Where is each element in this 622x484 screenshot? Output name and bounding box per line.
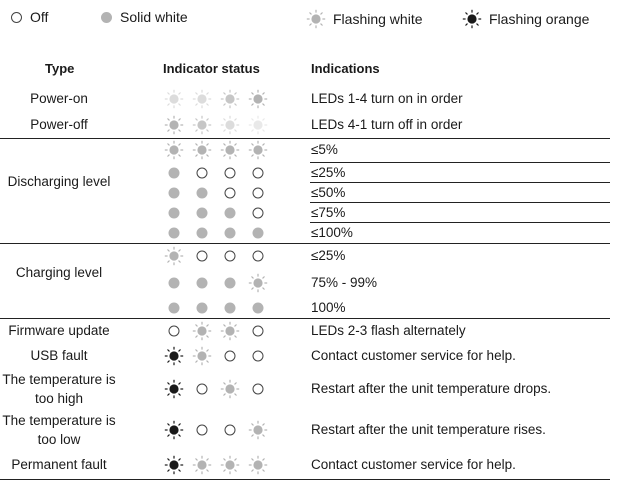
header-indications: Indications (311, 61, 380, 76)
legend-flashing-orange (462, 9, 589, 29)
legend-off (10, 9, 48, 25)
led-flashing-white-icon (220, 379, 240, 399)
led-flashing-orange-icon (164, 455, 184, 475)
legend-flashing-orange-label: Flashing orange (489, 11, 590, 27)
divider (310, 162, 610, 163)
indicator-status (164, 319, 268, 342)
indicator-status (164, 410, 268, 450)
led-flashing-white-icon (164, 115, 184, 135)
led-off-icon (220, 163, 240, 183)
indicator-status (164, 139, 268, 161)
led-flashing-white-icon (248, 455, 268, 475)
divider (0, 138, 610, 139)
led-off-icon (220, 246, 240, 266)
indication-text: ≤100% (311, 225, 353, 240)
legend-flashing-white-label: Flashing white (333, 11, 423, 27)
indicator-status (164, 344, 268, 367)
indicator-status (164, 370, 268, 407)
led-solid-white-icon (220, 203, 240, 223)
row-type: Discharging level (7, 174, 111, 189)
indication-text: Contact customer service for help. (311, 457, 516, 472)
indication-text: 100% (311, 300, 346, 315)
indicator-status (164, 87, 268, 110)
led-solid-white-icon (220, 223, 240, 243)
led-solid-white-icon (248, 223, 268, 243)
indicator-status (164, 269, 268, 297)
led-off-icon (220, 183, 240, 203)
led-flashing-white-icon (248, 140, 268, 160)
led-flashing-white-icon (220, 321, 240, 341)
led-solid-white-icon (192, 273, 212, 293)
led-flashing-orange-icon (164, 420, 184, 440)
indication-text: ≤50% (311, 185, 346, 200)
led-solid-white-icon (164, 223, 184, 243)
divider (310, 202, 610, 203)
led-flashing-white-icon (220, 115, 240, 135)
led-solid-white-icon (164, 203, 184, 223)
row-type: Permanent fault (11, 457, 107, 472)
indicator-status (164, 203, 268, 222)
indication-text: LEDs 1-4 turn on in order (311, 91, 463, 106)
led-solid-white-icon (164, 163, 184, 183)
led-flashing-orange-icon (164, 346, 184, 366)
led-flashing-orange-icon (164, 379, 184, 399)
led-flashing-white-icon (192, 140, 212, 160)
led-off-icon (192, 420, 212, 440)
indicator-status (164, 453, 268, 476)
led-flashing-white-icon (220, 89, 240, 109)
legend (0, 0, 622, 36)
led-solid-white-icon (220, 273, 240, 293)
led-flashing-white-icon (220, 455, 240, 475)
off-led-icon (10, 11, 23, 24)
led-flashing-white-icon (248, 420, 268, 440)
led-solid-white-icon (248, 298, 268, 318)
led-off-icon (248, 321, 268, 341)
led-solid-white-icon (164, 273, 184, 293)
led-flashing-white-icon (192, 455, 212, 475)
row-type: Firmware update (8, 323, 110, 338)
indicator-status (164, 183, 268, 202)
indication-text: LEDs 2-3 flash alternately (311, 323, 466, 338)
row-type: USB fault (30, 348, 88, 363)
led-off-icon (248, 183, 268, 203)
led-off-icon (248, 379, 268, 399)
legend-solid-white-label: Solid white (120, 9, 188, 25)
row-type: The temperature is too high (2, 371, 116, 406)
led-off-icon (192, 246, 212, 266)
led-flashing-white-icon (164, 89, 184, 109)
indication-text: 75% - 99% (311, 275, 378, 290)
led-off-icon (248, 246, 268, 266)
led-off-icon (248, 163, 268, 183)
indicator-status (164, 113, 268, 136)
led-flashing-white-icon (248, 115, 268, 135)
indication-text: ≤25% (311, 248, 346, 263)
led-off-icon (164, 321, 184, 341)
indication-text: ≤75% (311, 205, 346, 220)
row-type: The temperature is too low (2, 413, 116, 447)
row-type: Power-on (30, 91, 88, 106)
led-off-icon (248, 203, 268, 223)
header-type: Type (45, 61, 75, 76)
led-flashing-white-icon (192, 115, 212, 135)
led-flashing-white-icon (220, 140, 240, 160)
led-solid-white-icon (164, 298, 184, 318)
led-solid-white-icon (220, 298, 240, 318)
led-flashing-white-icon (248, 89, 268, 109)
indicator-status (164, 245, 268, 267)
flashing-white-led-icon (306, 9, 326, 29)
indication-text: ≤25% (311, 165, 346, 180)
led-flashing-white-icon (248, 273, 268, 293)
led-solid-white-icon (164, 183, 184, 203)
table-header (0, 58, 622, 80)
indicator-status (164, 223, 268, 243)
led-flashing-white-icon (164, 246, 184, 266)
divider (310, 182, 610, 183)
led-off-icon (220, 420, 240, 440)
divider (0, 318, 610, 319)
led-solid-white-icon (192, 203, 212, 223)
indication-text: LEDs 4-1 turn off in order (311, 117, 463, 132)
row-type: Charging level (15, 264, 103, 280)
indication-text: Contact customer service for help. (311, 348, 516, 363)
led-flashing-white-icon (164, 140, 184, 160)
row-type: Power-off (30, 117, 88, 132)
led-flashing-white-icon (192, 321, 212, 341)
flashing-orange-led-icon (462, 9, 482, 29)
led-solid-white-icon (192, 298, 212, 318)
legend-solid-white (100, 9, 188, 25)
led-off-icon (248, 346, 268, 366)
indication-text: Restart after the unit temperature drops. (311, 381, 552, 396)
led-solid-white-icon (192, 223, 212, 243)
indicator-status (164, 163, 268, 182)
divider (0, 243, 610, 244)
led-off-icon (192, 379, 212, 399)
legend-off-label: Off (30, 9, 49, 25)
legend-flashing-white (306, 9, 423, 29)
led-off-icon (220, 346, 240, 366)
header-indicator-status: Indicator status (163, 61, 260, 76)
led-flashing-white-icon (192, 346, 212, 366)
indication-text: ≤5% (311, 142, 338, 157)
divider (310, 222, 610, 223)
indication-text: Restart after the unit temperature rises. (311, 422, 546, 437)
solid-white-led-icon (100, 11, 113, 24)
divider (0, 479, 610, 480)
led-flashing-white-icon (192, 89, 212, 109)
led-solid-white-icon (192, 183, 212, 203)
led-off-icon (192, 163, 212, 183)
indicator-status (164, 298, 268, 318)
